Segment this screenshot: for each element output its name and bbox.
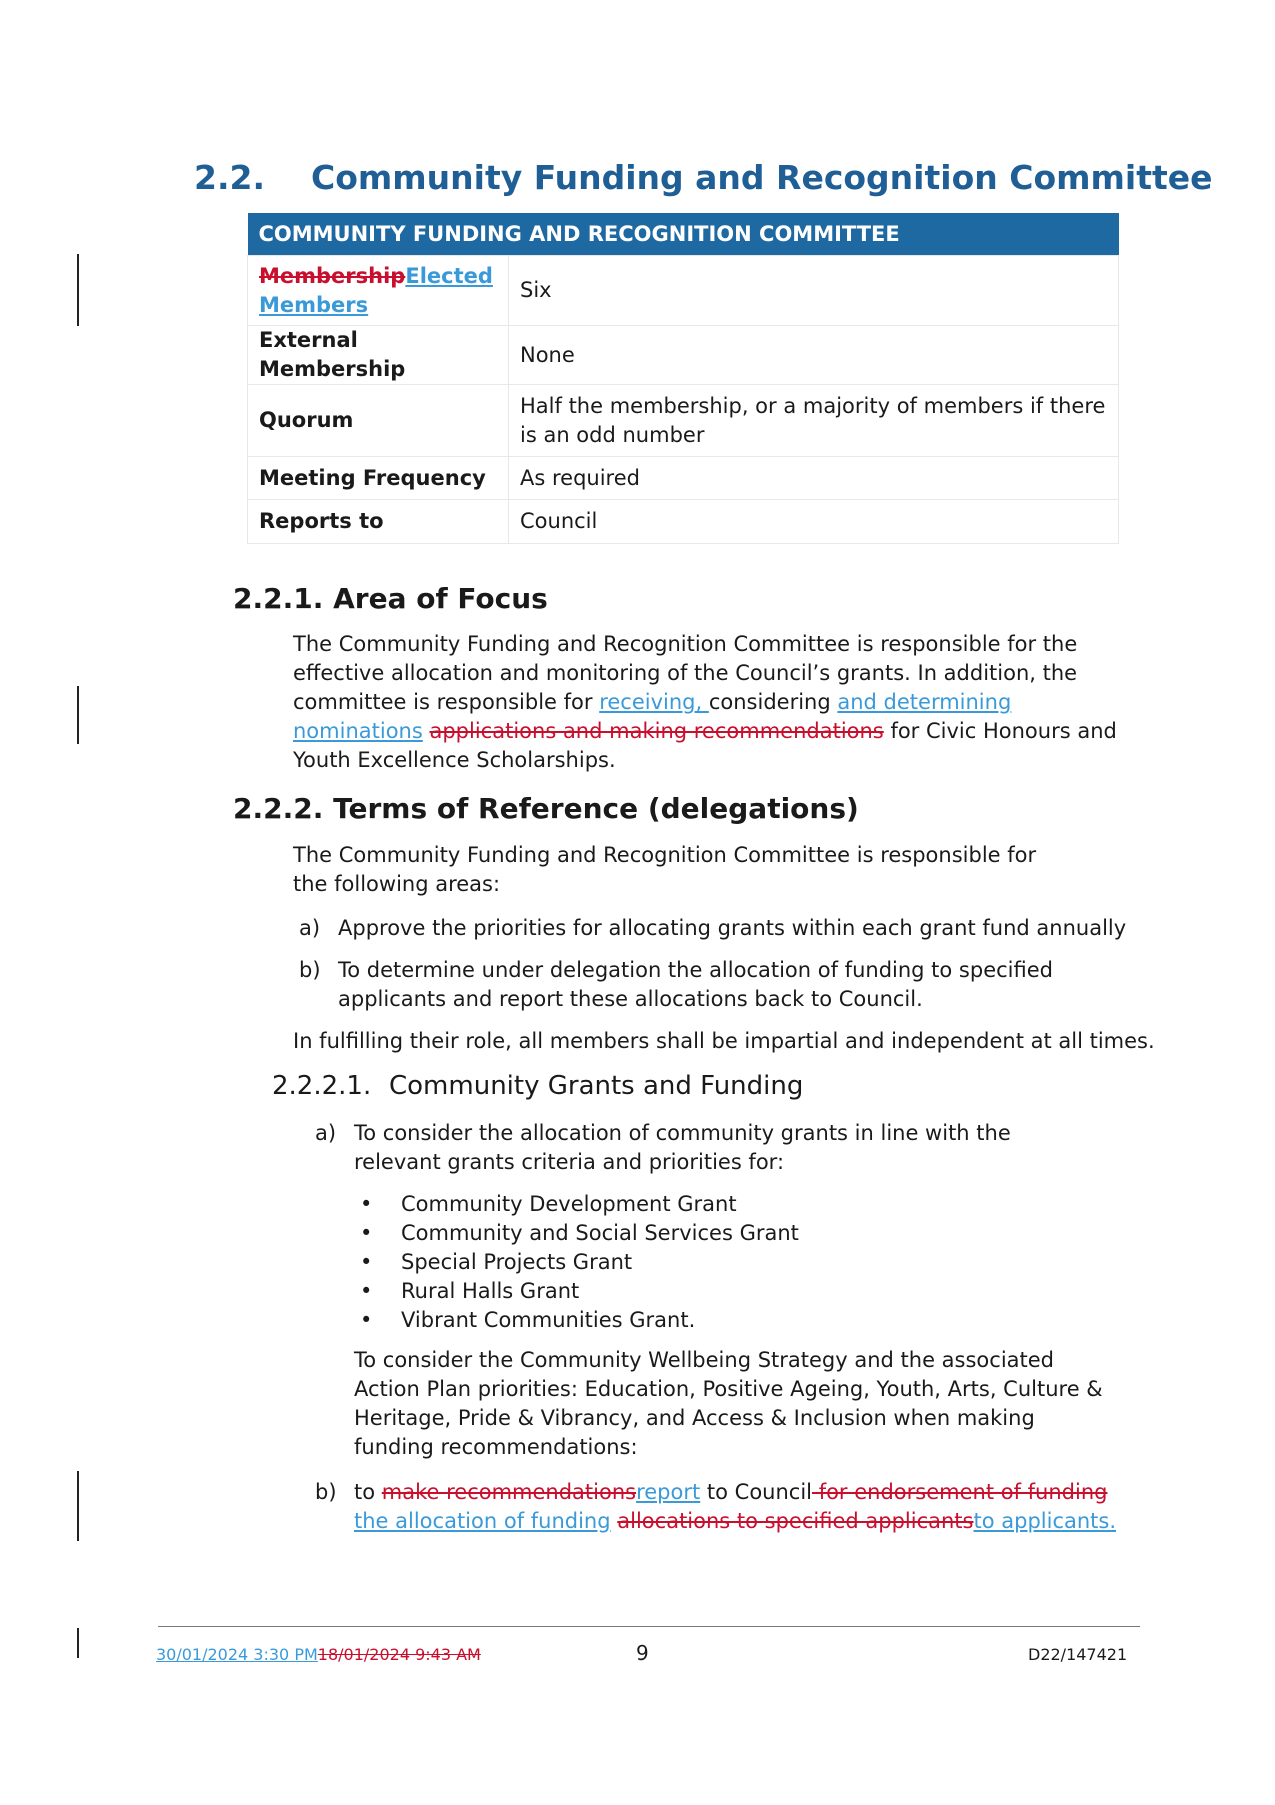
list-marker: b) [299, 958, 321, 982]
committee-table [247, 213, 1119, 544]
change-bar [77, 254, 79, 326]
terms-intro: The Community Funding and Recognition Committee is responsible for the following areas: [293, 843, 1037, 896]
inserted-text: receiving, [599, 690, 709, 714]
list-item: • Rural Halls Grant [355, 1277, 799, 1306]
list-text: Approve the priorities for allocating grants within each grant fund annually [338, 916, 1127, 940]
list-marker: b) [315, 1480, 337, 1504]
page-number: 9 [636, 1641, 649, 1665]
footer-date [156, 1645, 481, 1664]
inserted-text: report [636, 1480, 701, 1504]
list-text: To determine under delegation the allocation of funding to specified applicants and report these allocations back to Council. [338, 958, 1053, 1011]
list-item: • Community Development Grant [355, 1190, 799, 1219]
focus-heading: 2.2.1. Area of Focus [233, 582, 548, 615]
bullet: • [360, 1221, 373, 1245]
list-item: • Special Projects Grant [355, 1248, 799, 1277]
table-row [248, 385, 1119, 457]
list-text: to make recommendationsreport to Council for endorsement of funding the allocation of funding allocations to specified applicantsto applicants. [354, 1480, 1117, 1533]
inserted-text: and determining nominations [293, 690, 1012, 743]
table-row [248, 256, 1119, 326]
row-value: Half the membership, or a majority of members if there is an odd number [509, 385, 1119, 457]
bullet: • [360, 1192, 373, 1216]
section-title: Community Funding and Recognition Committee [311, 158, 1213, 197]
row-value: None [509, 326, 1119, 385]
row-label: Meeting Frequency [248, 457, 509, 500]
row-label: Reports to [248, 500, 509, 544]
document-reference: D22/147421 [1028, 1645, 1128, 1664]
inserted-text: to applicants. [973, 1509, 1117, 1533]
footer-divider [158, 1626, 1140, 1627]
paragraph-text: considering [708, 690, 838, 714]
list-item: • Vibrant Communities Grant. [355, 1306, 799, 1335]
list-text: To consider the allocation of community grants in line with the relevant grants criteria and priorities for: [354, 1121, 1011, 1174]
row-label: Quorum [248, 385, 509, 457]
grants-number: 2.2.2.1. [272, 1071, 372, 1101]
bullet: • [360, 1279, 373, 1303]
inserted-text: the allocation of funding [354, 1509, 611, 1533]
terms-closing: In fulfilling their role, all members shall be impartial and independent at all times. [293, 1029, 1155, 1053]
deleted-text: for endorsement of funding [812, 1480, 1108, 1504]
deleted-text: 18/01/2024 9:43 AM [317, 1645, 481, 1664]
list-marker: a) [299, 916, 321, 940]
change-bar [77, 686, 79, 744]
row-label [248, 256, 509, 326]
grants-heading [272, 1071, 803, 1101]
deleted-text: applications and making recommendations [429, 719, 884, 743]
table-row [248, 457, 1119, 500]
grants-title: Community Grants and Funding [389, 1071, 804, 1101]
focus-paragraph [293, 630, 1133, 775]
inserted-text: Elected Members [259, 263, 493, 317]
section-heading [194, 158, 1213, 197]
paragraph-text: for Civic Honours and Youth Excellence Scholarships. [293, 719, 1117, 772]
bullet: • [360, 1250, 373, 1274]
list-item: • Community and Social Services Grant [355, 1219, 799, 1248]
bullet: • [360, 1308, 373, 1332]
grants-list [355, 1190, 799, 1335]
row-value: Six [509, 256, 1119, 326]
table-row [248, 326, 1119, 385]
terms-heading: 2.2.2. Terms of Reference (delegations) [233, 792, 859, 825]
row-value: Council [509, 500, 1119, 544]
table-row [248, 500, 1119, 544]
section-number: 2.2. [194, 158, 265, 197]
row-label: External Membership [248, 326, 509, 385]
deleted-text: Membership [259, 263, 406, 288]
change-bar [77, 1628, 79, 1658]
table-header: COMMUNITY FUNDING AND RECOGNITION COMMITTEE [248, 213, 1119, 256]
deleted-text: make recommendations [381, 1480, 637, 1504]
list-marker: a) [315, 1121, 337, 1145]
deleted-text: allocations to specified applicants [617, 1509, 974, 1533]
paragraph-text: The Community Funding and Recognition Committee is responsible for the effective allocation and monitoring of the Council’s grants. In addition, the committee is responsible for [293, 632, 1078, 714]
inserted-text: 30/01/2024 3:30 PM [156, 1645, 318, 1664]
row-value: As required [509, 457, 1119, 500]
wellbeing-paragraph: To consider the Community Wellbeing Strategy and the associated Action Plan priorities: Education, Positive Ageing, Youth, Arts, Culture & Heritage, Pride & Vibrancy, and Access & Inclusion when making funding recommendations: [354, 1348, 1103, 1459]
change-bar [77, 1471, 79, 1541]
